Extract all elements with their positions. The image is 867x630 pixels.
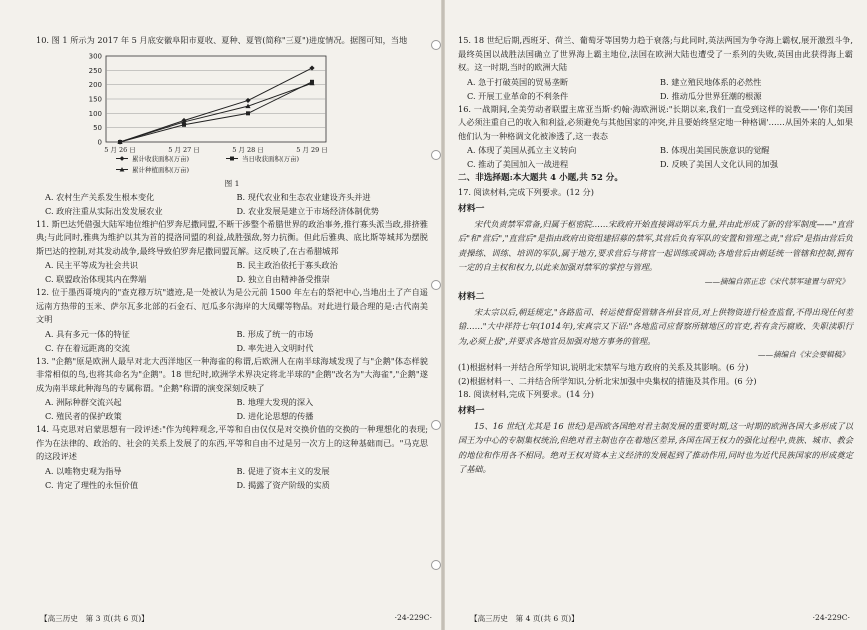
q13-text: 13. "企鹅"原是欧洲人最早对北大西洋地区一种海雀的称谓,后欧洲人在南半球海域发现了与"企鹅"体态样貌非常相似的鸟,也将其命名为"企鹅"。18 世纪时,欧洲学术界决定将北半球的"企鹅"改名为"大海雀","企鹅"遂成为南半球此种海鸟的专属称谓。"企鹅"称谓的演变深刻反映了 xyxy=(36,355,428,393)
right-page xyxy=(448,0,867,630)
q12-option-d: D. 率先进入文明时代 xyxy=(236,342,314,353)
right-footer-page: 【高三历史 第 4 页(共 6 页)】 xyxy=(470,614,579,623)
q10-text: 10. 图 1 所示为 2017 年 5 月底安徽阜阳市夏收、夏种、夏管(简称"三夏")进度情况。据图可知，当地 xyxy=(36,35,408,45)
q10-option-b: B. 现代农业和生态农业建设齐头并进 xyxy=(236,191,371,202)
section-2-heading: 二、非选择题:本大题共 4 小题,共 52 分。 xyxy=(458,173,623,183)
series-0-point-3 xyxy=(309,65,314,70)
q17-sub-2: (2)根据材料一、二并结合所学知识,分析北宋加强中央集权的措施及其作用。(6 分) xyxy=(458,375,757,386)
q18-text: 18. 阅读材料,完成下列要求。(14 分) xyxy=(458,389,594,399)
series-line-0 xyxy=(120,68,312,142)
q13-option-b: B. 地理大发现的深入 xyxy=(236,397,314,407)
q16-option-b: B. 体现出美国民族意识的觉醒 xyxy=(660,145,770,155)
q11-option-b: B. 民主政治依托于寡头政治 xyxy=(236,260,338,270)
q12-option-c: C. 存在着远距离的交流 xyxy=(45,342,130,353)
y-tick-label-6: 300 xyxy=(88,52,102,60)
y-tick-label-2: 100 xyxy=(88,109,102,118)
x-tick-label-2: 5 月 28 日 xyxy=(232,145,264,154)
material-3-heading: 材料一 xyxy=(458,405,485,416)
legend-label-0: 累计收获面积(万亩) xyxy=(132,154,190,163)
q12-text: 12. 位于墨西哥境内的"查克穆万坑"遗迹,是一处被认为是公元前 1500 年左右的祭祀中心,当地出土了产自遥远南方热带的玉米、萨尔瓦多北部的石金石、厄瓜多尔海岸的大凤螺等物品。对此进行最合理的是:古代南美文明 xyxy=(36,287,428,324)
q11-option-a: A. 民主平等成为社会共识 xyxy=(45,260,138,270)
q16-option-d: D. 反映了美国人文化认同的加强 xyxy=(660,159,778,169)
q17-sub-1: (1)根据材料一并结合所学知识,说明北宋禁军与地方政府的关系及其影响。(6 分) xyxy=(458,362,749,372)
q16-option-a: A. 体现了美国从孤立主义转向 xyxy=(467,145,577,155)
q13-option-c: C. 殖民者的保护政策 xyxy=(45,411,122,421)
series-line-2 xyxy=(120,83,312,142)
q13-option-a: A. 洲际种群交流兴起 xyxy=(45,397,122,407)
q17-text: 17. 阅读材料,完成下列要求。(12 分) xyxy=(458,187,594,197)
q15-option-d: D. 推动瓜分世界狂潮的根源 xyxy=(660,90,762,101)
q13-options xyxy=(36,395,428,423)
figure-caption: 图 1 xyxy=(224,178,240,188)
material-2-source: ——摘编自《宋会要辑稿》 xyxy=(757,350,849,359)
material-1-source: ——摘编自郭正忠《宋代禁军建置与研究》 xyxy=(704,276,849,286)
legend-marker-1 xyxy=(230,156,234,160)
left-footer xyxy=(40,613,432,624)
y-tick-label-5: 250 xyxy=(88,66,102,75)
q16-options xyxy=(458,143,853,171)
q11-text: 11. 斯巴达凭借强大陆军地位维护伯罗奔尼撒同盟,不断干涉整个希腊世界的政治事务,推行寡头派当政,排挤雅典;与此同时,雅典为维护以其为首的提洛同盟的利益,战胜强敌,努力抗衡。但此后雅典、底比斯等城邦为摆脱斯巴达的控制,对其发动战争,最终导致伯罗奔尼撒同盟瓦解。这反映了,在古希腊城邦 xyxy=(36,218,428,256)
q14-option-d: D. 揭露了资产阶级的实质 xyxy=(236,479,330,490)
q14-options xyxy=(36,464,428,492)
progress-line-chart xyxy=(36,50,428,178)
q15-option-c: C. 开展工业革命的不利条件 xyxy=(467,90,569,101)
q10-option-a: A. 农村生产关系发生根本变化 xyxy=(45,191,155,202)
material-2-text: 宋太宗以后,朝廷规定,"各路监司、转运使督促管辖各州县官员,对上供物资进行检查监督,不得出现任何差错……"大中祥符七年(1014年),宋真宗又下诏:"各地监司应督察所辖地区的官吏,若有贪污腐败、失职渎职行为,必须上报",并要求各地官员加强对地方事务的管理。 xyxy=(458,306,853,346)
q10-option-c: C. 政府注重从实际出发发展农业 xyxy=(45,205,163,216)
q15-options xyxy=(458,75,853,103)
legend-label-1: 当日收获面积(万亩) xyxy=(242,154,300,163)
material-1-heading: 材料一 xyxy=(458,203,485,214)
right-footer xyxy=(470,613,850,624)
q12-option-a: A. 具有多元一体的特征 xyxy=(45,328,130,339)
y-tick-label-1: 50 xyxy=(93,123,102,132)
q14-option-b: B. 促进了资本主义的发展 xyxy=(236,465,330,476)
left-footer-page: 【高三历史 第 3 页(共 6 页)】 xyxy=(40,614,149,623)
series-0-point-2 xyxy=(245,97,250,102)
y-tick-label-0: 0 xyxy=(97,138,102,146)
material-3-text: 15、16 世纪(尤其是 16 世纪)是西欧各国绝对君主制发展的重要时期,这一时期的欧洲各国大多形成了以国王为中心的专制集权统治,但绝对君主制也存在着地区差异,各国在国王权力的强化过程中,贵族、城市、教会的地位和作用各不相同。绝对王权对资本主义经济的发展起到了推动作用,同时也为近代民族国家的形成奠定了基础。 xyxy=(458,420,853,474)
legend-label-2: 累计种植面积(万亩) xyxy=(132,165,190,174)
q14-text: 14. 马克思对启蒙思想有一段评述:"作为纯粹观念,平等和自由仅仅是对交换价值的交换的一种理想化的表现;作为在法律的、政治的、社会的关系上发展了的东西,平等和自由不过是另一次方上的这种基础而已。"马克思的这段评述 xyxy=(36,424,428,461)
y-tick-label-3: 150 xyxy=(88,95,102,103)
q15-option-b: B. 建立殖民地体系的必然性 xyxy=(660,76,762,87)
y-tick-label-4: 200 xyxy=(88,80,102,89)
series-1-point-2 xyxy=(246,111,250,115)
q14-option-c: C. 肯定了理性的永恒价值 xyxy=(45,479,139,490)
left-footer-code: ·24-229C· xyxy=(394,613,432,622)
q15-option-a: A. 急于打破英国的贸易垄断 xyxy=(467,76,569,87)
q10-option-d: D. 农业发展是建立于市场经济体制优势 xyxy=(236,205,379,216)
x-tick-label-1: 5 月 27 日 xyxy=(168,145,200,154)
x-tick-label-0: 5 月 26 日 xyxy=(104,145,136,154)
material-1-text: 宋代负责禁军常备,归属于枢密院……宋政府开始直接调动军兵力量,并由此形成了新的营军制度——"直营后"和"营后","直营后"是指由政府出资组建招募的禁军,其营后负有军队的安置和管理之责,"营后"是指由营后负责操练、训练、培训的军队,属于地方,要求营后与将官一起训练或调动;各地营后由朝廷统一管辖和控制,拥有一定的自主权和权力,以此来加强对禁军的掌控与管理。 xyxy=(458,218,853,272)
q11-options xyxy=(36,258,428,286)
q12-options xyxy=(36,327,428,355)
q15-text: 15. 18 世纪后期,西班牙、荷兰、葡萄牙等国势力趋于衰落;与此同时,英法两国为争夺海上霸权,展开激烈斗争,最终英国以战胜法国确立了世界海上霸主地位,法国在欧洲大陆也遭受了一系列的失败,英国由此获得海上霸权。这一时期,当时的欧洲大陆 xyxy=(458,35,853,72)
figure-1-chart xyxy=(36,50,428,178)
legend-marker-0 xyxy=(120,156,125,161)
right-footer-code: ·24-229C· xyxy=(812,613,850,622)
q14-option-a: A. 以唯物史观为指导 xyxy=(45,465,122,476)
q16-option-c: C. 推动了美国加入一战进程 xyxy=(467,159,569,169)
q12-option-b: B. 形成了统一的市场 xyxy=(236,328,314,339)
q16-text: 16. 一战期间,全美劳动者联盟主席亚当斯·约翰·海欧洲说:"长期以来,我们一直受到这样的说教——'你们美国人必须注重自己的收入和利益,必须避免与其他国家的冲突,并且要始终坚定地一种格调'……从国外来的人,如果他们认为一种格调文化被渗透了,这一表态 xyxy=(458,103,853,141)
q13-option-d: D. 进化论思想的传播 xyxy=(236,411,314,421)
x-tick-label-3: 5 月 29 日 xyxy=(296,145,328,154)
q11-option-c: C. 联盟政治体现其内在弊端 xyxy=(45,274,147,284)
page-divider xyxy=(441,0,445,630)
material-2-heading: 材料二 xyxy=(458,291,485,302)
q11-option-d: D. 独立自由精神备受推崇 xyxy=(236,274,330,284)
q10-options xyxy=(36,190,428,218)
